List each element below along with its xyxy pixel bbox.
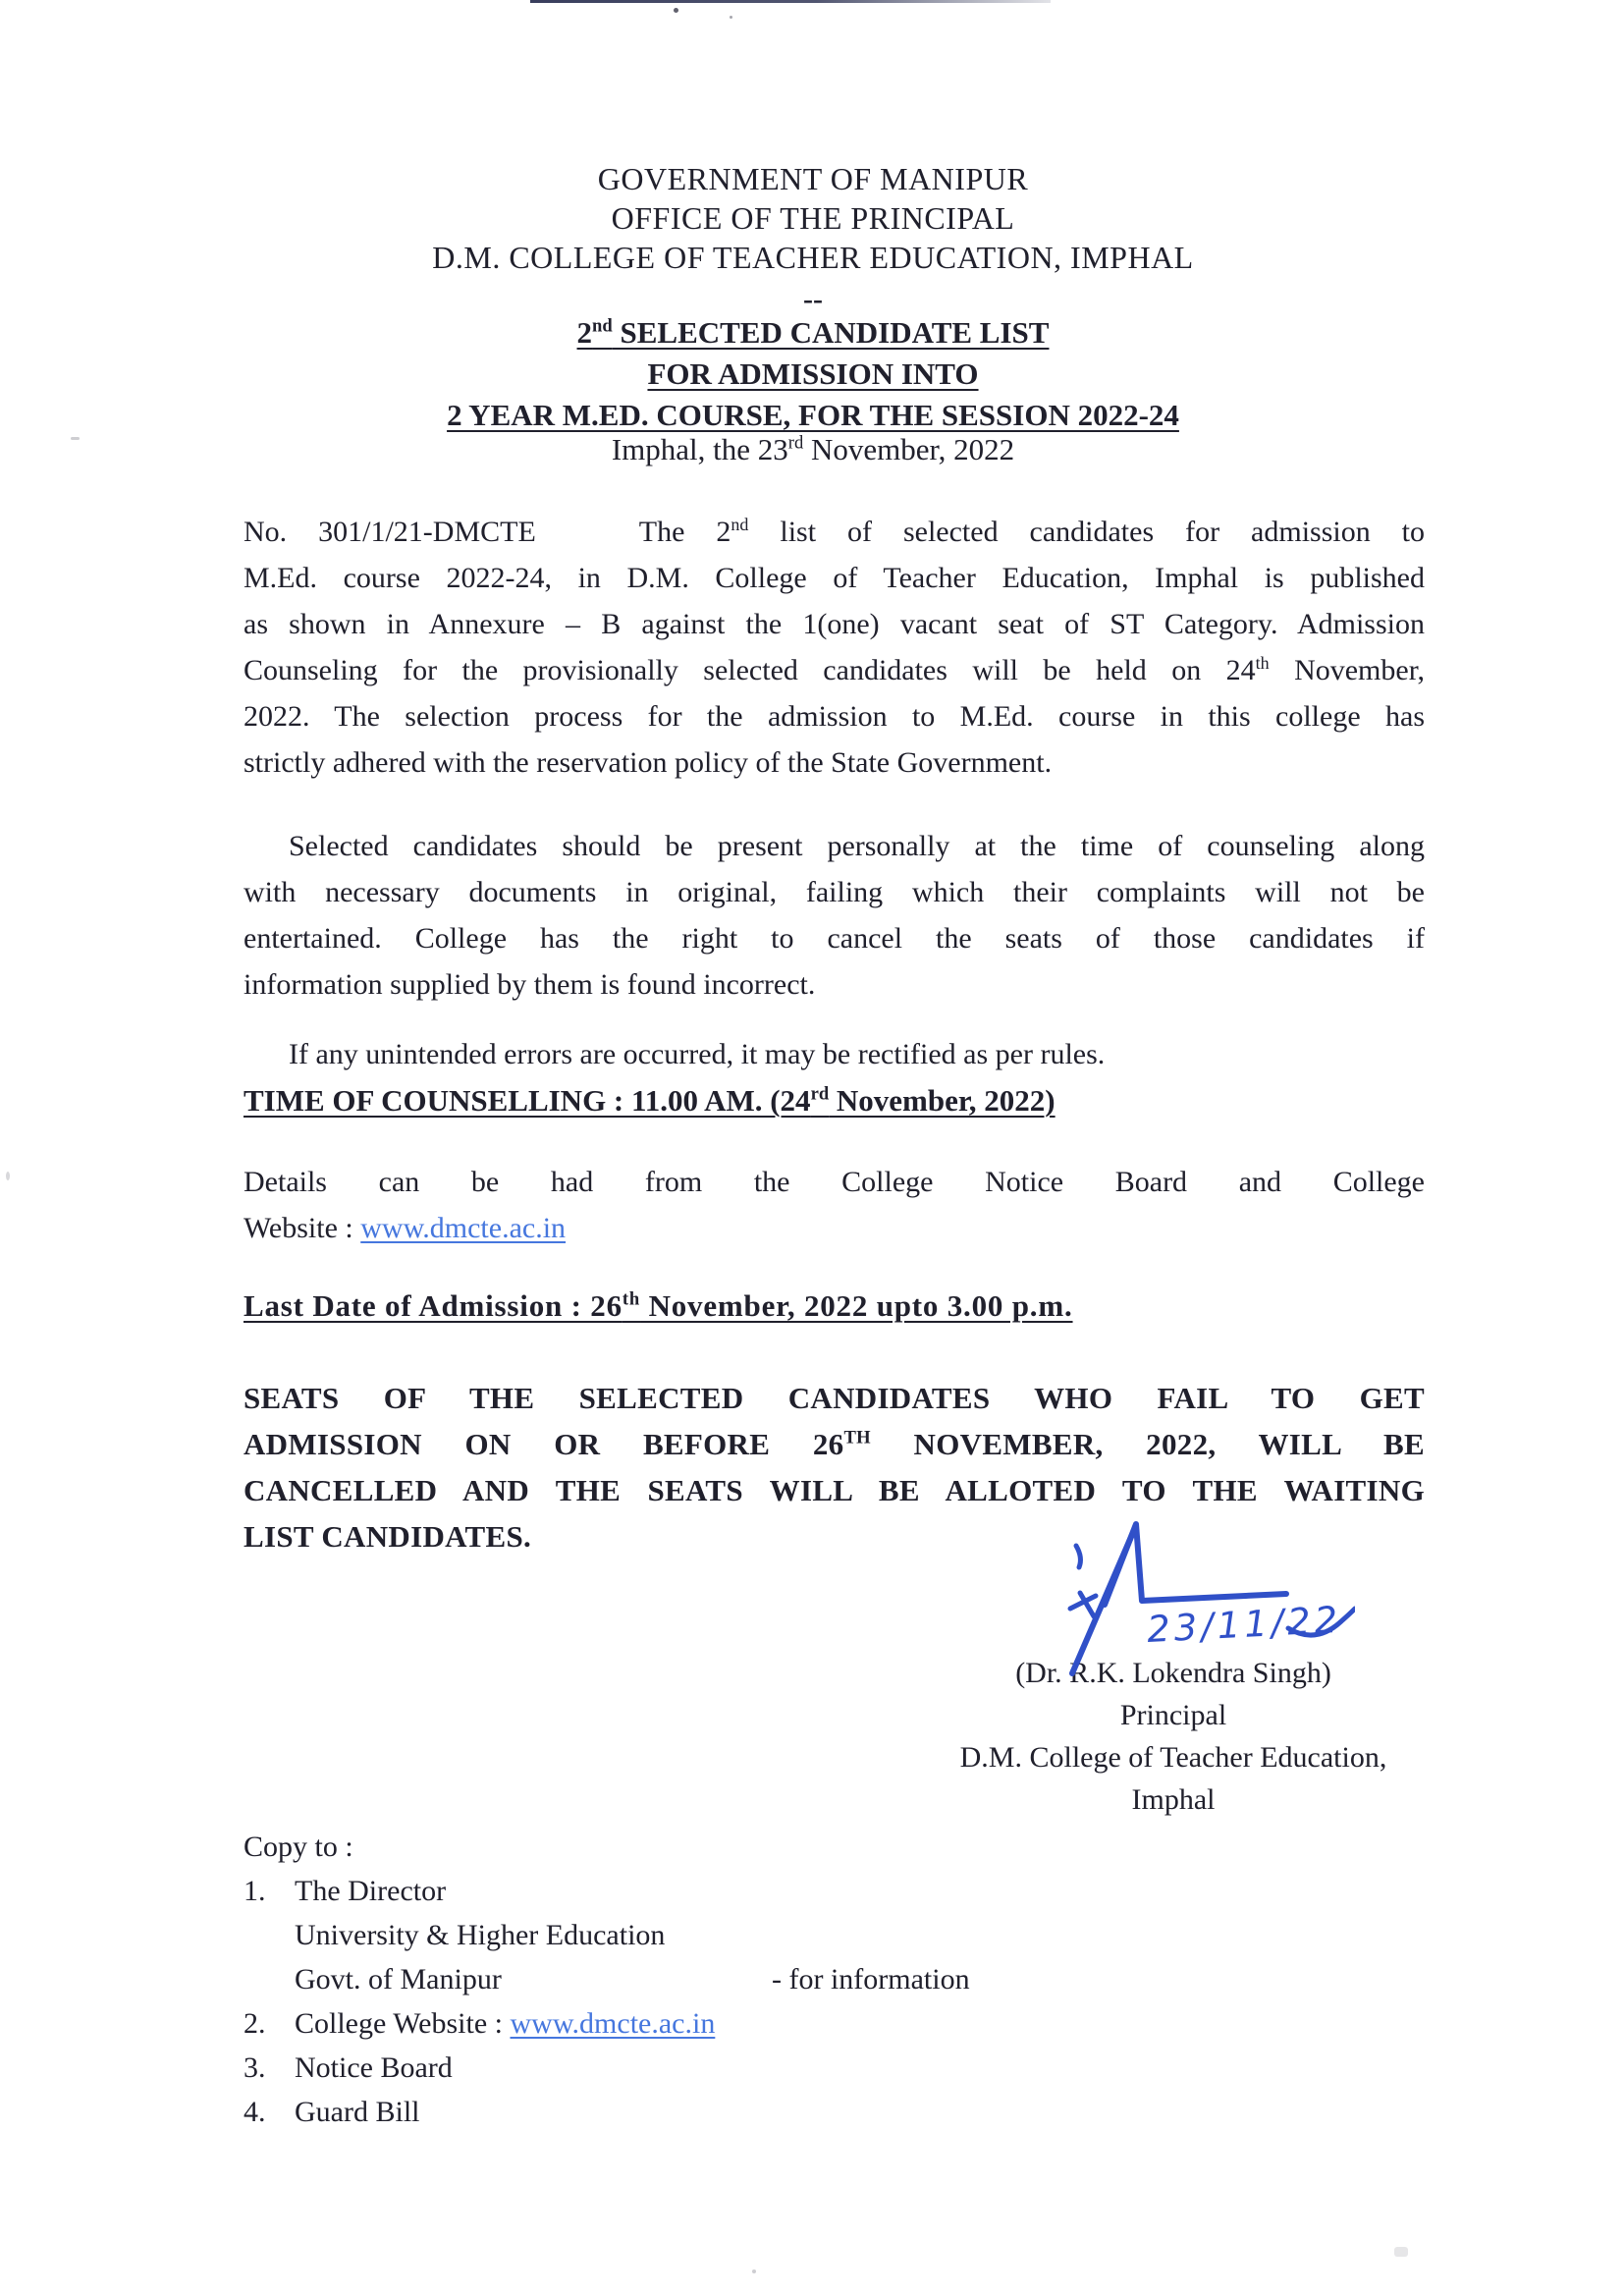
paragraph-text: The 2nd list of selected candidates for admission to — [638, 515, 1426, 548]
errors-note: If any unintended errors are occurred, it may be rectified as per rules. — [289, 1038, 1106, 1070]
title-line-3: 2 YEAR M.ED. COURSE, FOR THE SESSION 2022-24 — [447, 398, 1179, 432]
item-number: 2. — [244, 2007, 266, 2040]
college-website-link[interactable]: www.dmcte.ac.in — [510, 2007, 716, 2040]
seats-text: LIST CANDIDATES. — [244, 1519, 532, 1554]
seats-text: ADMISSION ON OR BEFORE 26TH NOVEMBER, 2022, WILL BE — [244, 1427, 1425, 1461]
scan-edge-artifact — [530, 0, 1051, 3]
copy-to-item-website — [244, 2001, 1425, 2046]
separator-dashes: -- — [803, 283, 823, 315]
item-text: Guard Bill — [295, 2096, 420, 2128]
scan-speck — [6, 1172, 10, 1180]
paragraph-text: M.Ed. course 2022-24, in D.M. College of Teacher Education, Imphal is published — [244, 562, 1425, 594]
copy-to-item-director-line3 — [295, 1957, 1425, 2001]
copy-to-section — [244, 1825, 1425, 2134]
copy-to-item-director — [244, 1869, 1425, 1913]
paragraph-details — [244, 1159, 1425, 1251]
signatory-place: Imphal — [1131, 1783, 1216, 1816]
reference-number: No. 301/1/21-DMCTE — [244, 516, 536, 548]
scan-speck — [730, 16, 732, 19]
website-link[interactable]: www.dmcte.ac.in — [360, 1212, 567, 1244]
signature-stroke — [1076, 1546, 1080, 1567]
item-number: 4. — [244, 2096, 266, 2128]
signatory-org: D.M. College of Teacher Education, — [959, 1741, 1387, 1774]
paragraph-text: Counseling for the provisionally selected candidates will be held on 24th November, — [244, 653, 1425, 686]
signatory-role: Principal — [1119, 1699, 1227, 1731]
title-line-1: 2nd SELECTED CANDIDATE LIST — [576, 315, 1050, 350]
signature-stroke — [1070, 1593, 1096, 1616]
copy-to-item-notice-board — [244, 2046, 1425, 2090]
copy-to-item-director-line2: University & Higher Education — [295, 1919, 666, 1951]
paragraph-text: strictly adhered with the reservation policy of the State Government. — [244, 746, 1053, 779]
scan-speck — [1394, 2247, 1408, 2257]
item-number: 1. — [244, 1875, 266, 1907]
scan-speck — [674, 8, 678, 13]
scan-speck — [752, 2269, 756, 2273]
for-information-note: - for information — [772, 1963, 970, 1995]
paragraph-text: with necessary documents in original, failing which their complaints will not be — [244, 876, 1425, 908]
details-text: Details can be had from the College Notice Board and College — [244, 1166, 1425, 1198]
paragraph-errors-and-time — [244, 1031, 1425, 1123]
counselling-time-line: TIME OF COUNSELLING : 11.00 AM. (24rd November, 2022) — [244, 1083, 1056, 1118]
last-date-text: Last Date of Admission : 26th November, 2022 upto 3.00 p.m. — [244, 1288, 1073, 1323]
signature-stroke — [1105, 1524, 1286, 1605]
copy-to-item-guard-bill — [244, 2090, 1425, 2134]
paragraph-text: Selected candidates should be present personally at the time of counseling along — [289, 830, 1425, 862]
website-label: Website : — [244, 1212, 361, 1244]
copy-to-heading: Copy to : — [244, 1831, 353, 1863]
paragraph-text: information supplied by them is found incorrect. — [244, 968, 816, 1001]
title-line-2: FOR ADMISSION INTO — [647, 356, 979, 391]
seats-text: SEATS OF THE SELECTED CANDIDATES WHO FAIL TO GET — [244, 1381, 1425, 1415]
seats-text: CANCELLED AND THE SEATS WILL BE ALLOTED TO THE WAITING — [244, 1473, 1425, 1507]
issue-date-line: Imphal, the 23rd November, 2022 — [611, 432, 1015, 466]
item-text: College Website : — [295, 2007, 511, 2040]
reference-line — [244, 509, 1425, 555]
letterhead — [244, 159, 1382, 277]
last-date-line — [244, 1288, 1425, 1324]
letterhead-college: D.M. COLLEGE OF TEACHER EDUCATION, IMPHAL — [432, 240, 1194, 275]
item-text: Notice Board — [295, 2051, 453, 2084]
paragraph-text: entertained. College has the right to cancel the seats of those candidates if — [244, 922, 1425, 955]
document-title — [244, 312, 1382, 436]
handwritten-signature — [1011, 1510, 1355, 1707]
paragraph-text: 2022. The selection process for the admission to M.Ed. course in this college has — [244, 700, 1425, 733]
scan-speck — [71, 437, 80, 440]
letterhead-government: GOVERNMENT OF MANIPUR — [597, 161, 1029, 196]
item-number: 3. — [244, 2051, 266, 2084]
website-line — [244, 1205, 1425, 1251]
paragraph-text: as shown in Annexure – B against the 1(one) vacant seat of ST Category. Admission — [244, 608, 1425, 640]
item-text: Govt. of Manipur — [295, 1963, 502, 1995]
letterhead-office: OFFICE OF THE PRINCIPAL — [611, 200, 1015, 236]
paragraph-publication — [244, 509, 1425, 786]
signature-date: 23/11/22 — [1146, 1598, 1343, 1651]
paragraph-counseling-requirements — [244, 823, 1425, 1008]
signatory-name: (Dr. R.K. Lokendra Singh) — [1015, 1657, 1331, 1689]
item-text: The Director — [295, 1875, 447, 1907]
